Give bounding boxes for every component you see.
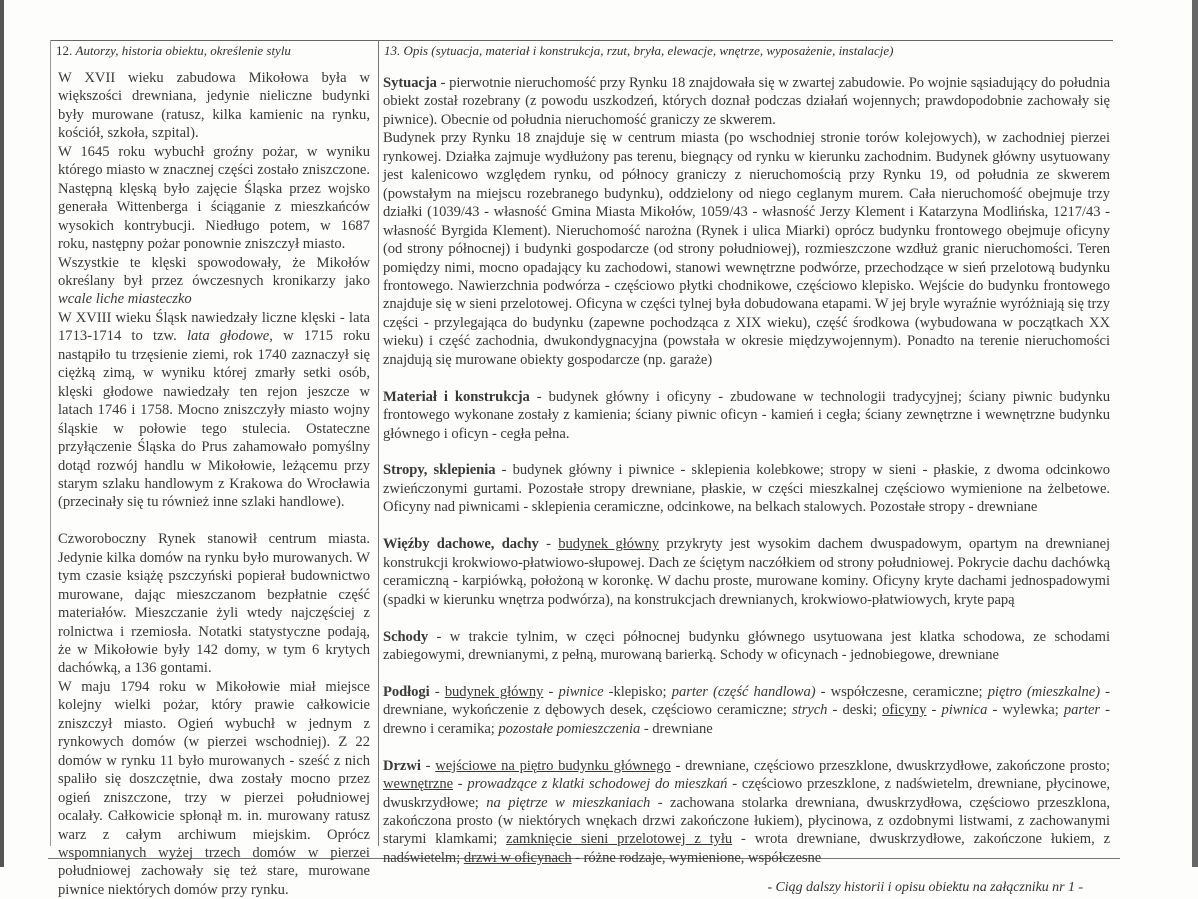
paragraph — [383, 129, 1110, 369]
text-run: W XVII wieku zabudowa Mikołowa była w większości drewniana, jedynie nieliczne budynki były murowane (ratusz, kilka kamienic na rynku, kościół, szkoła, szpital). — [58, 70, 370, 142]
section-13-title: Opis (sytuacja, materiał i konstrukcja, rzut, bryła, elewacje, wnętrze, wyposażenie, instalacje) — [403, 43, 894, 58]
text-run: - — [926, 702, 942, 719]
paragraph — [383, 535, 1110, 609]
paragraph — [383, 683, 1110, 738]
underlined-term: budynek główny — [444, 683, 544, 700]
text-run: Budynek przy Rynku 18 znajduje się w centrum miasta (po wschodniej stronie torów kolejowych), w zachodniej pierzei rynkowej. Działka zajmuje wydłużony pas terenu, biegnący od rynku w kierunku zachodnim. Budynek główny usytuowany jest kalenicowo względem rynku, od północy graniczy z nieruchomością przy Rynku 19, od południa ze skwerem (powstałym na miejscu rozebranego budynku), oddzielony od niego ceglanym murem. Cała nieruchomość obejmuje trzy działki (1039/43 - własność Gmina Miasta Mikołów, 1059/43 - własność Jerzy Klement i Katarzyna Modlińska, 1217/43 - własność Byrgida Klement). Nieruchomość narożna (Rynek i ulica Miarki) oprócz budynku frontowego obejmuje oficyny (od strony północnej) i budynki gospodarcze (od strony południowej), rozmieszczone wzdłuż granic nieruchomości. Teren pomiędzy nimi, mocno opadający ku zachodowi, stanowi wewnętrzne podwórze, przechodzące w sień przelotową budynku frontowego. Nawierzchnia podwórza - częściowo płytki chodnikowe, częściowo klepisko. Wejście do budynku frontowego znajduje się w sieni przelotowej. Oficyna w części tylnej była dobudowana etapami. W jej bryle wyraźnie wyróżniają się trzy części - przylegająca do budynku (zapewne pochodząca z XIX wieku), część środkowa (wybudowana w początkach XX wieku) i część zachodnia, dwukondygnacyjna (powstała w okresie międzywojennym). Ponadto na terenie nieruchomości znajdują się murowane obiekty gospodarcze (np. garaże) — [383, 130, 1110, 368]
paragraph-spacer — [383, 443, 1110, 461]
column-divider — [378, 40, 379, 846]
text-run: - współczesne, ceramiczne; — [815, 683, 988, 700]
paragraph-spacer — [383, 738, 1110, 756]
section-12-header — [56, 43, 291, 59]
paragraph — [58, 254, 370, 309]
text-run: - — [453, 776, 468, 793]
text-run: - wrota drewniane, dwuskrzydłowe, zakończone łukiem, z nadświetelm; — [383, 831, 1110, 866]
italic-term: lata głodowe — [186, 328, 270, 345]
paragraph-spacer — [383, 664, 1110, 682]
subsection-heading: Stropy, sklepienia — [383, 462, 496, 479]
italic-term: piętro (mieszkalne) — [987, 683, 1101, 700]
text-run: - częściowo przeszklone, z nadświetelm, drewniane, płycinowe, dwuskrzydłowe; — [383, 776, 1111, 811]
text-run: , w 1715 roku nastąpiło tu trzęsienie ziemi, rok 1740 zaznaczył się ciężką zimą, w wyniku której zmarły setki osób, klęski głodowe nawiedzały ten rejon jeszcze w latach 1746 i 1758. Mocno zniszczyły miasto wojny śląskie w połowie tego stulecia. Ostateczne przyłączenie Śląska do Prus zahamowało pomyślny dotąd rozwój handlu w Mikołowie, leżącemu przy starym szlaku handlowym z Krakowa do Wrocławia (przecinały się tu również inne szlaki handlowe). — [58, 328, 370, 511]
underlined-term: wejściowe na piętro budynku głównego — [435, 757, 671, 774]
paragraph — [383, 74, 1110, 129]
text-run: W 1645 roku wybuchł groźny pożar, w wyniku którego miasto w znacznej części zostało zniszczone. Następną klęską było zajęcie Śląska przez wojsko generała Wittenberga i ściąganie z mieszkańców wysokich kontrybucji. Niedługo potem, w 1687 roku, następny pożar ponownie zniszczył miasto. — [58, 143, 370, 253]
text-run: - — [429, 683, 445, 700]
description-paragraphs — [383, 74, 1110, 867]
italic-term: prowadzące z klatki schodowej do mieszkań — [467, 776, 728, 793]
paragraph — [58, 678, 370, 899]
text-run: - — [543, 683, 559, 700]
text-run: - różne rodzaje, wymienione, współczesne — [571, 849, 822, 866]
subsection-heading: Podłogi — [383, 683, 430, 700]
subsection-heading: Sytuacja — [383, 75, 437, 91]
text-run: - drewniane — [640, 720, 713, 737]
section-12-number: 12. — [56, 43, 73, 58]
subsection-heading: Drzwi — [383, 757, 421, 774]
scan-edge-right — [1192, 0, 1198, 867]
paragraph — [383, 388, 1110, 443]
italic-term: piwnica — [941, 702, 988, 719]
text-run: W XVIII wieku Śląsk nawiedzały liczne klęski - lata 1713-1714 to tzw. — [58, 309, 370, 345]
underlined-term: budynek główny — [558, 536, 659, 553]
subsection-heading: Więźby dachowe, dachy — [383, 536, 539, 553]
paragraph — [383, 461, 1110, 516]
paragraph — [58, 143, 370, 254]
text-run: - zachowana stolarka drewniana, dwuskrzydłowa, częściowo przeszklona, zakończona prosto (w niektórych wnękach drzwi zakończone łukiem), płycinowa, z ozdobnymi listwami, z zachowanymi starymi klamkami; — [383, 794, 1110, 848]
history-column — [58, 69, 370, 899]
scan-edge-left — [0, 0, 4, 867]
text-run: - w trakcie tylnim, w częci północnej budynku głównego usytuowana jest klatka schodowa, ze schodami zabiegowymi, drewnianymi, z pełną, murowaną barierką. Schody w oficynach - jednobiegowe, drewniane — [383, 628, 1110, 663]
subsection-heading: Schody — [383, 628, 429, 645]
table-left-border — [50, 40, 51, 846]
italic-term: wcale liche miasteczko — [58, 291, 192, 308]
paragraph-spacer — [383, 369, 1110, 387]
paragraph — [383, 757, 1110, 868]
text-run: - drewniane, wykończenie z dębowych desek, częściowo ceramiczne; — [383, 683, 1110, 719]
subsection-heading: Materiał i konstrukcja — [383, 388, 530, 405]
italic-term: strych — [792, 702, 828, 719]
text-run: -klepisko; — [603, 683, 672, 700]
paragraph-spacer — [383, 609, 1110, 627]
paragraph — [58, 309, 370, 512]
section-13-number: 13. — [384, 43, 401, 58]
text-run: Wszystkie te klęski spowodowały, że Mikołów określany był przez ówczesnych kronikarzy jako — [58, 254, 370, 289]
text-run: - drewniane, częściowo przeszklone, dwuskrzydłowe, zakończone prosto; — [670, 757, 1110, 774]
text-run: - deski; — [827, 702, 883, 719]
paragraph — [58, 530, 370, 678]
italic-term: parter — [1063, 702, 1101, 719]
text-run: - wylewka; — [987, 702, 1064, 719]
description-column — [383, 74, 1110, 897]
table-top-rule — [50, 40, 1113, 41]
paragraph — [383, 628, 1110, 665]
text-run: - drewno i ceramika; — [383, 702, 1110, 737]
underlined-term: oficyny — [882, 702, 927, 719]
paragraph-spacer — [58, 512, 370, 530]
paragraph — [58, 69, 370, 143]
italic-term: na piętrze w mieszkaniach — [486, 794, 651, 811]
italic-term: parter (część handlowa) — [671, 683, 816, 700]
text-run: - pierwotnie nieruchomość przy Rynku 18 znajdowała się w zwartej zabudowie. Po wojnie sąsiadujący do południa obiekt został rozebrany (z powodu uszkodzeń, których doznał podczas działań wojennych; prawdopodobnie zachowały się piwnice). Obecnie od południa nieruchomość graniczy ze skwerem. — [383, 75, 1110, 128]
section-13-header — [384, 43, 893, 59]
paragraph-spacer — [383, 517, 1110, 535]
section-12-title: Autorzy, historia obiektu, określenie stylu — [75, 43, 291, 58]
text-run: - — [420, 757, 436, 774]
text-run: - budynek główny i oficyny - zbudowane w technologii tradycyjnej; ściany piwnic budynku frontowego wykonane zostały z kamienia; ściany piwnic oficyn - kamień i cegła; ściany zewnętrzne i wewnętrzne budynku głównego i oficyn - cegła pełna. — [383, 388, 1110, 442]
underlined-term: drzwi w oficynach — [463, 849, 572, 866]
italic-term: piwnice — [558, 683, 604, 700]
text-run: W maju 1794 roku w Mikołowie miał miejsce kolejny wielki pożar, który prawie całkowicie zniszczył miasto. Ogień wybuchł w jednym z rynkowych domów (w pierzei wschodniej). Z 22 domów w rynku 11 było murowanych - sześć z nich spaliło się doszczętnie, dwa zostały mocno przez ogień zniszczone, trzy w pierzei południowej ocalały. Całkowicie spłonął m. in. murowany ratusz warz z całym archiwum miejskim. Oprócz wspomnianych wyżej trzech domów w pierzei południowej zachowały się też stare, murowane piwnice niektórych domów przy rynku. — [58, 678, 370, 898]
history-paragraphs — [58, 69, 370, 899]
text-run: - — [538, 536, 559, 553]
text-run: Czworoboczny Rynek stanowił centrum miasta. Jedynie kilka domów na rynku było murowanych. W tym czasie książę pszczyński popierał budownictwo murowane, dając mieszczanom bezpłatnie część materiałów. Mieszczanie żyli wtedy najczęściej z rolnictwa i rzemiosła. Notatki statystyczne podają, że w Mikołowie były 142 domy, w tym 6 krytych dachówką, a 136 gontami. — [58, 531, 370, 677]
text-run: - budynek główny i piwnice - sklepienia kolebkowe; stropy w sieni - płaskie, z dwoma odcinkowo zwieńczonymi gurtami. Pozostałe stropy drewniane, płaskie, w części mieszkalnej częściowo wymienione na żelbetowe. Oficyny nad piwnicami - sklepienia ceramiczne, odcinkowe, na belkach stalowych. Pozostałe stropy - drewniane — [383, 462, 1110, 516]
text-run: przykryty jest wysokim dachem dwuspadowym, opartym na drewnianej konstrukcji krokwiowo-płatwiowo-słupowej. Dach ze ściętym naczółkiem od strony południowej. Pokrycie dachu dachówką ceramiczną - karpiówką, położoną w koronkę. W dachu proste, murowane kominy. Oficyny kryte dachami jednospadowymi (spadki w kierunku wnętrza podwórza), na konstrukcjach drewnianych, krokwiowo-płatwiowych, kryte papą — [383, 536, 1111, 608]
underlined-term: zamknięcie sieni przelotowej z tyłu — [506, 831, 733, 848]
continuation-note: - Ciąg dalszy historii i opisu obiektu na załączniku nr 1 - — [767, 880, 1083, 896]
italic-term: pozostałe pomieszczenia — [498, 720, 641, 737]
underlined-term: wewnętrzne — [383, 776, 453, 793]
